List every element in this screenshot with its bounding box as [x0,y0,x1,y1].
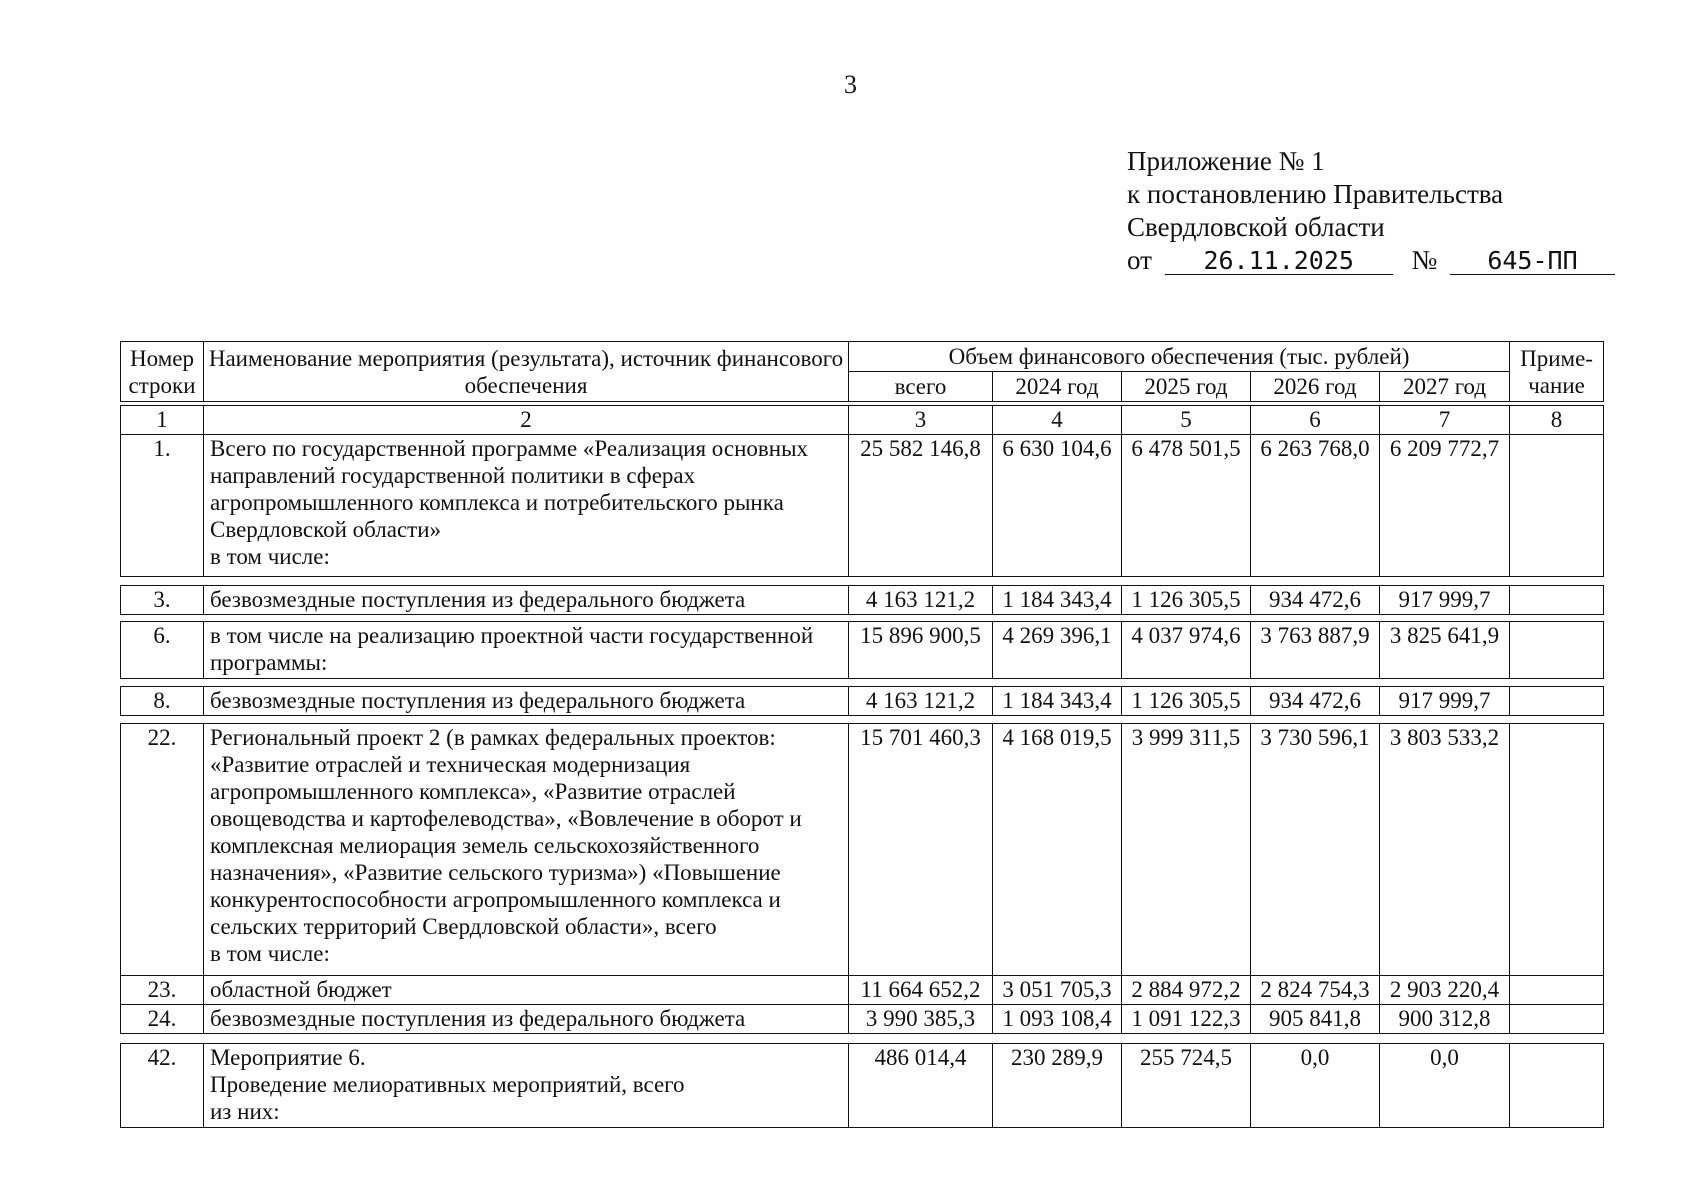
value-2024: 4 168 019,5 [993,724,1122,976]
value-2026: 2 824 754,3 [1251,976,1380,1005]
value-total: 11 664 652,2 [849,976,993,1005]
value-note [1510,435,1604,577]
value-2025: 6 478 501,5 [1122,435,1251,577]
number-prefix: № [1411,245,1438,275]
value-note [1510,1044,1604,1128]
value-total: 4 163 121,2 [849,687,993,716]
value-total: 25 582 146,8 [849,435,993,577]
column-index-row [121,406,1604,435]
row-name-sub: в том числе: [210,544,330,569]
value-2025: 1 091 122,3 [1122,1005,1251,1034]
value-2025: 4 037 974,6 [1122,622,1251,679]
row-number: 8. [121,687,204,716]
row-name-text-2: Проведение мелиоративных мероприятий, всего [210,1072,685,1097]
page-number: 3 [844,70,857,99]
col-index: 5 [1122,406,1251,435]
row-name: безвозмездные поступления из федерального бюджета [204,687,849,716]
header-funding: Объем финансового обеспечения (тыс. рублей) [849,342,1510,372]
header-2024: 2024 год [993,372,1122,402]
table-row [121,1005,1604,1034]
value-2026: 905 841,8 [1251,1005,1380,1034]
value-2024: 1 184 343,4 [993,586,1122,615]
annex-date-line [1127,244,1615,277]
table-block-3 [120,585,1604,615]
table-block-8 [120,686,1604,716]
table-row [121,724,1604,976]
value-2026: 934 472,6 [1251,586,1380,615]
row-name: безвозмездные поступления из федерального бюджета [204,586,849,615]
row-name: безвозмездные поступления из федерального бюджета [204,1005,849,1034]
row-name-sub: из них: [210,1099,280,1124]
annex-header [1127,145,1615,277]
table-row [121,622,1604,679]
value-2024: 6 630 104,6 [993,435,1122,577]
header-2025: 2025 год [1122,372,1251,402]
value-note [1510,622,1604,679]
row-number: 23. [121,976,204,1005]
row-name: областной бюджет [204,976,849,1005]
value-2024: 4 269 396,1 [993,622,1122,679]
table-row [121,1044,1604,1128]
row-name: в том числе на реализацию проектной части государственной программы: [204,622,849,679]
col-index: 8 [1510,406,1604,435]
table-row [121,586,1604,615]
value-note [1510,1005,1604,1034]
value-note [1510,586,1604,615]
header-2026: 2026 год [1251,372,1380,402]
table-block-42 [120,1043,1604,1128]
value-2026: 3 763 887,9 [1251,622,1380,679]
value-2026: 0,0 [1251,1044,1380,1128]
value-2024: 1 184 343,4 [993,687,1122,716]
header-2027: 2027 год [1380,372,1510,402]
table-row [121,435,1604,577]
annex-line-3: Свердловской области [1127,212,1385,242]
value-2025: 1 126 305,5 [1122,687,1251,716]
col-index: 7 [1380,406,1510,435]
table-row [121,976,1604,1005]
value-2027: 3 803 533,2 [1380,724,1510,976]
value-total: 4 163 121,2 [849,586,993,615]
row-name-text: Мероприятие 6. [210,1045,366,1070]
value-2027: 6 209 772,7 [1380,435,1510,577]
header-name: Наименование мероприятия (результата), источник финансового обеспечения [204,342,849,402]
table-block-1 [120,405,1604,577]
col-index: 3 [849,406,993,435]
value-total: 3 990 385,3 [849,1005,993,1034]
col-index: 4 [993,406,1122,435]
row-number: 6. [121,622,204,679]
col-index: 6 [1251,406,1380,435]
row-name-text: Всего по государственной программе «Реализация основных направлений государственной политики в сферах агропромышленного комплекса и потребительского рынка Свердловской области» [210,436,809,542]
value-2027: 0,0 [1380,1044,1510,1128]
value-total: 486 014,4 [849,1044,993,1128]
row-name [204,435,849,577]
value-2025: 3 999 311,5 [1122,724,1251,976]
value-2027: 3 825 641,9 [1380,622,1510,679]
annex-title: Приложение № 1 [1127,146,1325,176]
row-name-text: Региональный проект 2 (в рамках федеральных проектов: «Развитие отраслей и техническая модернизация агропромышленного комплекса», «Развитие отраслей овощеводства и картофелеводства», «Вовлечение в оборот и комплексная мелиорация земель сельскохозяйственного назначения», «Развитие сельского туризма») «Повышение конкурентоспособности агропромышленного комплекса и сельских территорий Свердловской области», всего [210,725,802,939]
row-name-sub: в том числе: [210,941,330,966]
row-name [204,724,849,976]
value-2027: 917 999,7 [1380,586,1510,615]
row-name [204,1044,849,1128]
decree-number: 645-ПП [1450,248,1615,275]
value-note [1510,976,1604,1005]
value-2025: 1 126 305,5 [1122,586,1251,615]
decree-date: 26.11.2025 [1165,248,1393,275]
value-2026: 6 263 768,0 [1251,435,1380,577]
row-number: 24. [121,1005,204,1034]
value-2027: 917 999,7 [1380,687,1510,716]
date-prefix: от [1127,245,1152,275]
header-note: Приме-чание [1510,342,1604,402]
value-2027: 900 312,8 [1380,1005,1510,1034]
header-total: всего [849,372,993,402]
value-2026: 934 472,6 [1251,687,1380,716]
value-2024: 1 093 108,4 [993,1005,1122,1034]
table-block-22 [120,723,1604,1034]
value-2024: 3 051 705,3 [993,976,1122,1005]
table-header [120,341,1604,402]
value-2026: 3 730 596,1 [1251,724,1380,976]
row-number: 42. [121,1044,204,1128]
value-2027: 2 903 220,4 [1380,976,1510,1005]
value-2025: 255 724,5 [1122,1044,1251,1128]
value-total: 15 701 460,3 [849,724,993,976]
row-number: 22. [121,724,204,976]
value-note [1510,687,1604,716]
annex-line-2: к постановлению Правительства [1127,179,1504,209]
row-number: 1. [121,435,204,577]
value-total: 15 896 900,5 [849,622,993,679]
value-note [1510,724,1604,976]
value-2024: 230 289,9 [993,1044,1122,1128]
table-row [121,687,1604,716]
row-number: 3. [121,586,204,615]
col-index: 2 [204,406,849,435]
table-block-6 [120,621,1604,679]
col-index: 1 [121,406,204,435]
header-row-number: Номер строки [121,342,204,402]
value-2025: 2 884 972,2 [1122,976,1251,1005]
